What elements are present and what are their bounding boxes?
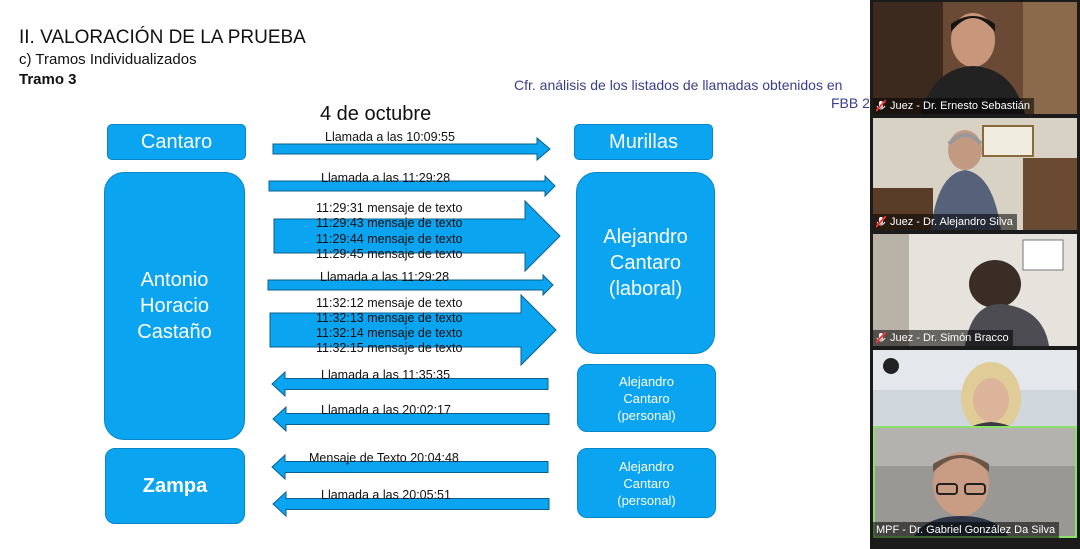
participant-name — [873, 330, 1013, 346]
participant-label: Juez - Dr. Alejandro Silva — [890, 216, 1013, 228]
muted-mic-icon — [876, 332, 886, 344]
box-alejandro-cantaro-personal-1: Alejandro Cantaro (personal) — [577, 364, 716, 432]
muted-mic-icon — [876, 216, 886, 228]
participant-name — [873, 214, 1017, 230]
event-label-call-6: Llamada a las 20:05:51 — [321, 488, 451, 502]
event-label-sms-4: 11:29:45 mensaje de texto — [316, 247, 463, 261]
participant-label: Juez - Dr. Ernesto Sebastián — [890, 100, 1031, 112]
muted-mic-icon — [876, 100, 886, 112]
event-label-call-4: Llamada a las 11:35:35 — [321, 368, 451, 382]
reference-note-line-1: Cfr. análisis de los listados de llamadas obtenidos en — [514, 77, 843, 93]
participant-label: MPF - Dr. Gabriel González Da Silva — [876, 524, 1056, 536]
box-antonio-horacio-castano: Antonio Horacio Castaño — [104, 172, 245, 440]
tramo-label: Tramo 3 — [19, 71, 77, 88]
event-label-sms-7: 11:32:14 mensaje de texto — [316, 326, 463, 340]
video-participants-panel — [870, 0, 1080, 549]
box-zampa: Zampa — [105, 448, 245, 524]
date-heading: 4 de octubre — [320, 103, 432, 125]
box-alejandro-cantaro-laboral: Alejandro Cantaro (laboral) — [576, 172, 715, 354]
participant-tile[interactable] — [873, 2, 1077, 114]
event-label-call-3: Llamada a las 11:29:28 — [320, 270, 450, 284]
event-label-call-2: Llamada a las 11:29:28 — [321, 171, 451, 185]
event-label-sms-5: 11:32:12 mensaje de texto — [316, 296, 463, 310]
event-label-sms-3: 11:29:44 mensaje de texto — [316, 232, 463, 246]
event-label-call-5: Llamada a las 20:02:17 — [321, 403, 451, 417]
participant-tile[interactable] — [873, 234, 1077, 346]
subsection-title: c) Tramos Individualizados — [19, 51, 197, 68]
participant-name — [873, 98, 1034, 114]
section-title: II. VALORACIÓN DE LA PRUEBA — [19, 27, 306, 48]
box-murillas: Murillas — [574, 124, 713, 160]
participant-tile-active-speaker[interactable] — [873, 426, 1077, 538]
box-cantaro: Cantaro — [107, 124, 246, 160]
participant-tile[interactable] — [873, 118, 1077, 230]
event-label-sms-1: 11:29:31 mensaje de texto — [316, 201, 463, 215]
reference-note-line-2: FBB 2 — [831, 95, 870, 111]
event-label-call-1: Llamada a las 10:09:55 — [325, 130, 455, 144]
event-label-sms-6: 11:32:13 mensaje de texto — [316, 311, 463, 325]
event-label-sms-2: 11:29:43 mensaje de texto — [316, 216, 463, 230]
event-label-sms-9: Mensaje de Texto 20:04:48 — [309, 451, 459, 465]
participant-name — [873, 522, 1059, 538]
event-label-sms-8: 11:32:15 mensaje de texto — [316, 341, 463, 355]
participant-label: Juez - Dr. Simón Bracco — [890, 332, 1009, 344]
box-alejandro-cantaro-personal-2: Alejandro Cantaro (personal) — [577, 448, 716, 518]
